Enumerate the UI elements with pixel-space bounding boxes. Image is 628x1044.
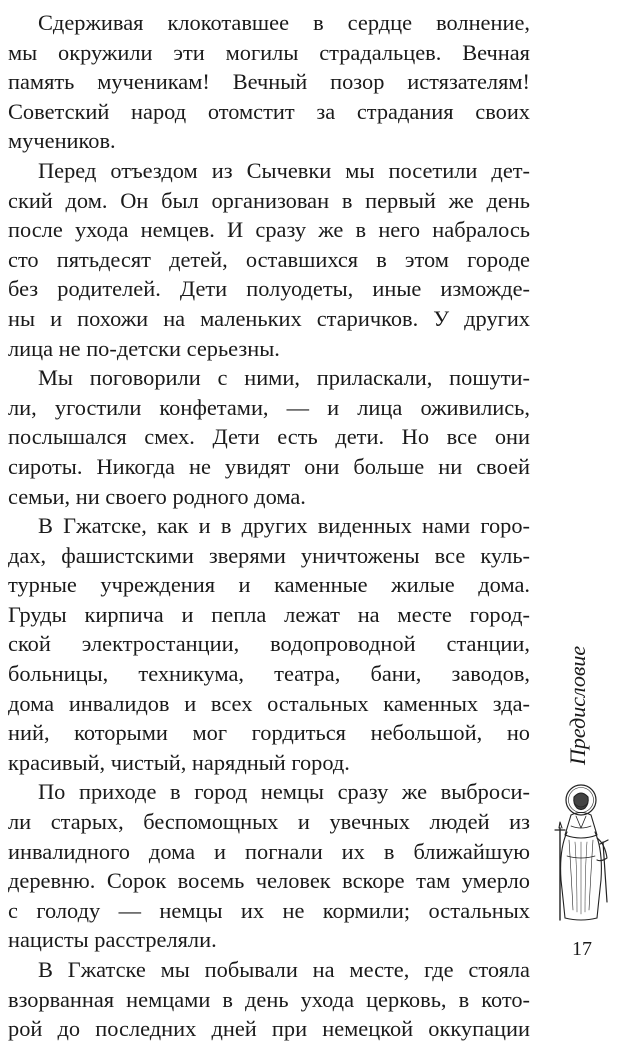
- text-line: ны и похожи на маленьких старичков. У других: [8, 305, 530, 331]
- text-line: турные учреждения и каменные жилые дома.: [8, 572, 530, 598]
- text-line: мучеников.: [8, 128, 116, 154]
- text-line: лица не по-детски серьезны.: [8, 335, 280, 361]
- text-line: сироты. Никогда не увидят они больше ни своей: [8, 453, 530, 479]
- text-line: нацисты расстреляли.: [8, 927, 217, 953]
- text-line: взорванная немцами в день ухода церковь, в кото-: [8, 986, 530, 1012]
- running-head: Предисловие: [565, 645, 590, 765]
- text-line: В Гжатске, как и в других виденных нами горо-: [38, 513, 530, 539]
- text-line: больницы, техникума, театра, бани, заводов,: [8, 661, 530, 687]
- text-line: Перед отъездом из Сычевки мы посетили дет-: [38, 157, 530, 183]
- text-line: По приходе в город немцы сразу же выброси-: [38, 779, 530, 805]
- text-line: Советский народ отомстит за страдания своих: [8, 98, 530, 124]
- text-line: инвалидного дома и погнали их в ближайшую: [8, 838, 530, 864]
- text-line: память мученикам! Вечный позор истязателям!: [8, 69, 530, 95]
- saint-figure-icon: [545, 780, 623, 925]
- text-line: послышался смех. Дети есть дети. Но все они: [8, 424, 530, 450]
- text-line: с голоду — немцы их не кормили; остальных: [8, 897, 530, 923]
- text-line: ский дом. Он был организован в первый же день: [8, 187, 530, 213]
- page-number: 17: [572, 938, 592, 960]
- text-line: ли старых, беспомощных и увечных людей из: [8, 809, 530, 835]
- text-line: без родителей. Дети полуодеты, иные изможде-: [8, 276, 530, 302]
- text-line: ской электростанции, водопроводной станции,: [8, 631, 530, 657]
- text-line: В Гжатске мы побывали на месте, где стояла: [38, 957, 530, 982]
- paragraph: [8, 156, 530, 363]
- paragraph: [8, 777, 530, 955]
- text-line: Сдерживая клокотавшее в сердце волнение,: [38, 10, 530, 35]
- paragraph: [8, 363, 530, 511]
- text-line: красивый, чистый, нарядный город.: [8, 749, 350, 775]
- text-line: ли, угостили конфетами, — и лица оживились,: [8, 394, 530, 420]
- text-line: Мы поговорили с ними, приласкали, пошути-: [38, 365, 530, 391]
- text-line: деревню. Сорок восемь человек вскоре там умерло: [8, 868, 530, 894]
- paragraph: [8, 955, 530, 1044]
- text-line: дах, фашистскими зверями уничтожены все куль-: [8, 542, 530, 568]
- text-line: семьи, ни своего родного дома.: [8, 483, 306, 509]
- text-line: сто пятьдесят детей, оставшихся в этом городе: [8, 246, 530, 272]
- text-line: Груды кирпича и пепла лежат на месте город-: [8, 601, 530, 627]
- text-line: мы окружили эти могилы страдальцев. Вечная: [8, 39, 530, 65]
- text-line: дома инвалидов и всех остальных каменных зда-: [8, 690, 530, 716]
- body-text: [8, 8, 530, 1044]
- text-line: после ухода немцев. И сразу же в него набралось: [8, 217, 530, 243]
- paragraph: [8, 8, 530, 156]
- paragraph: [8, 511, 530, 777]
- text-line: ний, которыми мог гордиться небольшой, но: [8, 720, 530, 746]
- text-line: рой до последних дней при немецкой оккупации: [8, 1016, 530, 1042]
